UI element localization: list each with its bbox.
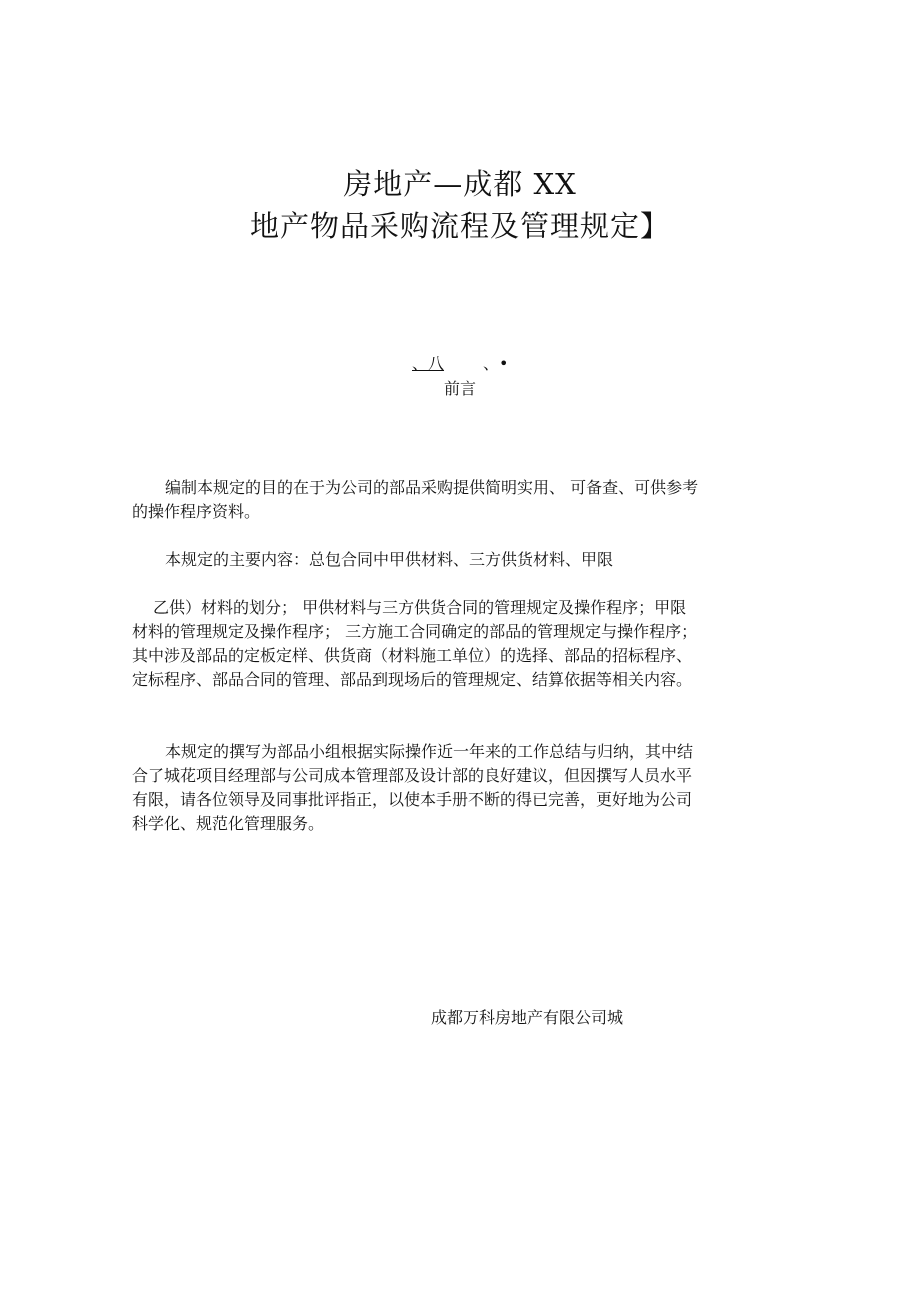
company-signature: 成都万科房地产有限公司城	[431, 1008, 624, 1027]
paragraph-authorship-text: 本规定的撰写为部品小组根据实际操作近一年来的工作总结与归纳，其中结合了城花项目经理部与公司成本管理部及设计部的良好建议，但因撰写人员水平有限，请各位领导及同事批评指正，以使本手册不断的得已完善，更好地为公司科学化、规范化管理服务。	[132, 742, 694, 833]
paragraph-content-intro-text: 本规定的主要内容：总包合同中甲供材料、三方供货材料、甲限	[165, 550, 614, 569]
heading-mark-right: 、•	[483, 354, 509, 373]
document-title-line-2: 地产物品采购流程及管理规定】	[249, 209, 670, 243]
paragraph-content-intro	[132, 548, 700, 572]
paragraph-authorship	[132, 740, 700, 836]
paragraph-content-detail	[132, 596, 700, 692]
preface-heading: 前言	[443, 379, 476, 398]
heading-mark-left: 、八	[412, 354, 445, 373]
document-title-line-1: 房地产—成都 XX	[343, 167, 577, 201]
paragraph-purpose	[132, 476, 700, 524]
paragraph-content-detail-text: 乙供）材料的划分； 甲供材料与三方供货合同的管理规定及操作程序；甲限材料的管理规定及操作程序； 三方施工合同确定的部品的管理规定与操作程序；其中涉及部品的定板定样、供货商（材料施工单位）的选择、部品的招标程序、定标程序、部品合同的管理、部品到现场后的管理规定、结算依据等相关内容。	[132, 598, 698, 689]
paragraph-purpose-text: 编制本规定的目的在于为公司的部品采购提供简明实用、 可备查、可供参考的操作程序资料。	[132, 478, 699, 521]
